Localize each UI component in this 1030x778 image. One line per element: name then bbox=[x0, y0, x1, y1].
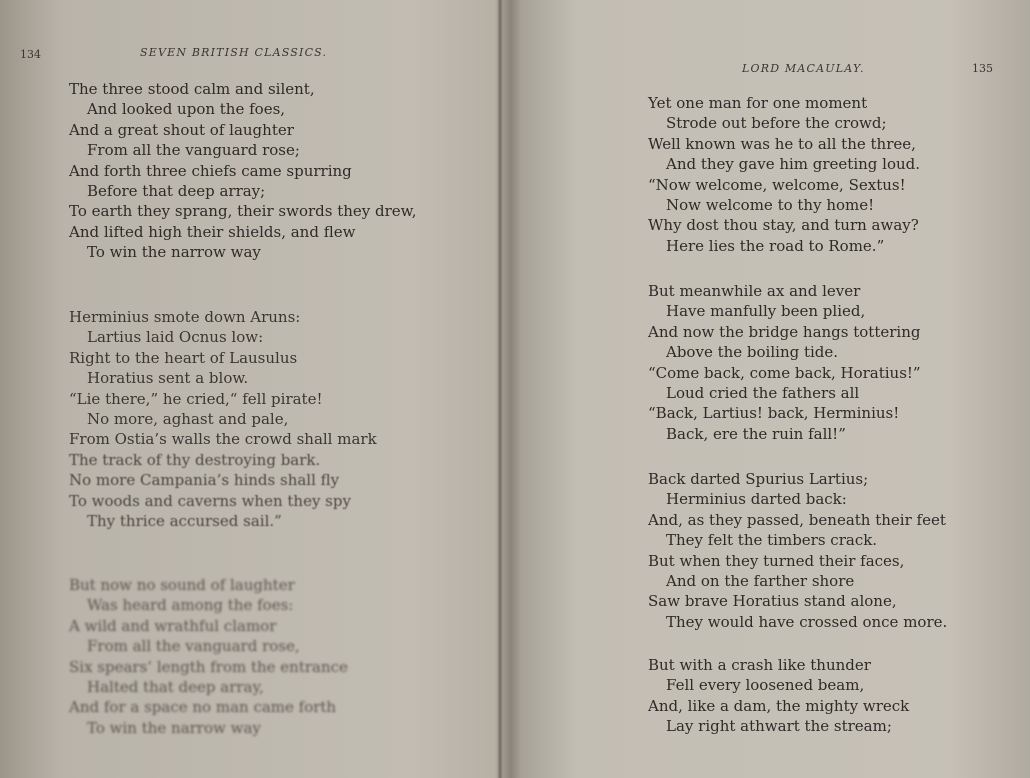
poem-line: A wild and wrathful clamor bbox=[69, 616, 277, 635]
poem-line: And for a space no man came forth bbox=[69, 698, 337, 717]
poem-line: From Ostia’s walls the crowd shall mark bbox=[69, 430, 377, 449]
page-number: 134 bbox=[20, 48, 41, 61]
poem-line: Thy thrice accursed sail.” bbox=[87, 512, 282, 531]
poem-line: Well known was he to all the three, bbox=[648, 134, 916, 153]
poem-line: Above the boiling tide. bbox=[666, 343, 839, 362]
poem-line: And, as they passed, beneath their feet bbox=[648, 510, 946, 529]
poem-line: From all the vanguard rose; bbox=[87, 141, 300, 160]
poem-line: “Back, Lartius! back, Herminius! bbox=[648, 404, 900, 423]
poem-line: Loud cried the fathers all bbox=[666, 384, 860, 403]
poem-line: But when they turned their faces, bbox=[648, 551, 905, 570]
poem-line: And looked upon the foes, bbox=[87, 100, 286, 119]
poem-column bbox=[69, 307, 377, 531]
poem-line: Herminius smote down Aruns: bbox=[69, 308, 301, 326]
poem-line: Now welcome to thy home! bbox=[666, 196, 875, 215]
poem-line: Strode out before the crowd; bbox=[666, 114, 887, 133]
poem-line: Back, ere the ruin fall!” bbox=[666, 424, 846, 443]
poem-line: Have manfully been plied, bbox=[666, 302, 866, 321]
stanza bbox=[648, 469, 947, 632]
poem-line: And now the bridge hangs tottering bbox=[648, 322, 921, 341]
poem-line: To earth they sprang, their swords they drew, bbox=[69, 202, 417, 221]
poem-line: Fell every loosened beam, bbox=[666, 676, 865, 695]
poem-line: But with a crash like thunder bbox=[648, 656, 871, 674]
stanza bbox=[69, 79, 417, 263]
poem-column bbox=[69, 79, 417, 263]
poem-line: Was heard among the foes: bbox=[87, 596, 294, 615]
poem-line: Why dost thou stay, and turn away? bbox=[648, 216, 919, 235]
running-head: SEVEN BRITISH CLASSICS. bbox=[140, 46, 328, 59]
poem-line: But now no sound of laughter bbox=[69, 576, 295, 594]
poem-line: Back darted Spurius Lartius; bbox=[648, 470, 869, 488]
poem-line: Before that deep array; bbox=[87, 182, 266, 201]
poem-line: Saw brave Horatius stand alone, bbox=[648, 592, 897, 611]
poem-line: The track of thy destroying bark. bbox=[69, 450, 321, 469]
poem-column bbox=[648, 469, 947, 632]
poem-line: Here lies the road to Rome.” bbox=[666, 236, 885, 255]
running-head: LORD MACAULAY. bbox=[742, 62, 865, 75]
poem-line: From all the vanguard rose, bbox=[87, 637, 300, 656]
poem-line: “Lie there,” he cried,“ fell pirate! bbox=[69, 389, 323, 408]
poem-line: And lifted high their shields, and flew bbox=[69, 222, 356, 241]
poem-line: And on the farther shore bbox=[666, 572, 855, 591]
left-page bbox=[0, 0, 500, 778]
stanza bbox=[648, 281, 921, 444]
poem-line: Halted that deep array, bbox=[87, 678, 264, 697]
poem-line: They would have crossed once more. bbox=[666, 612, 948, 631]
stanza bbox=[69, 307, 377, 531]
stanza bbox=[69, 575, 348, 738]
stanza bbox=[648, 655, 909, 737]
page-number: 135 bbox=[972, 62, 993, 75]
poem-line: And a great shout of laughter bbox=[69, 120, 294, 139]
poem-line: Right to the heart of Lausulus bbox=[69, 348, 298, 367]
poem-line: Six spears’ length from the entrance bbox=[69, 657, 348, 676]
poem-line: To woods and caverns when they spy bbox=[69, 491, 351, 510]
poem-line: No more Campania’s hinds shall fly bbox=[69, 471, 340, 490]
poem-line: Lartius laid Ocnus low: bbox=[87, 328, 264, 347]
poem-line: Horatius sent a blow. bbox=[87, 369, 249, 388]
poem-line: They felt the timbers crack. bbox=[666, 531, 878, 550]
poem-column bbox=[648, 655, 909, 737]
poem-line: And they gave him greeting loud. bbox=[666, 155, 921, 174]
poem-line: But meanwhile ax and lever bbox=[648, 282, 861, 300]
poem-line: “Now welcome, welcome, Sextus! bbox=[648, 175, 906, 194]
poem-line: No more, aghast and pale, bbox=[87, 410, 289, 429]
poem-line: To win the narrow way bbox=[87, 718, 261, 737]
poem-column bbox=[648, 281, 921, 444]
stanza bbox=[648, 93, 920, 256]
poem-column bbox=[69, 575, 348, 738]
poem-line: And, like a dam, the mighty wreck bbox=[648, 696, 910, 715]
poem-line: “Come back, come back, Horatius!” bbox=[648, 363, 921, 382]
poem-line: Yet one man for one moment bbox=[648, 94, 868, 112]
poem-line: To win the narrow way bbox=[87, 243, 261, 262]
poem-column bbox=[648, 93, 920, 256]
poem-line: The three stood calm and silent, bbox=[69, 80, 315, 98]
poem-line: Lay right athwart the stream; bbox=[666, 717, 892, 736]
poem-line: Herminius darted back: bbox=[666, 490, 847, 509]
poem-line: And forth three chiefs came spurring bbox=[69, 161, 352, 180]
right-page bbox=[502, 0, 1030, 778]
